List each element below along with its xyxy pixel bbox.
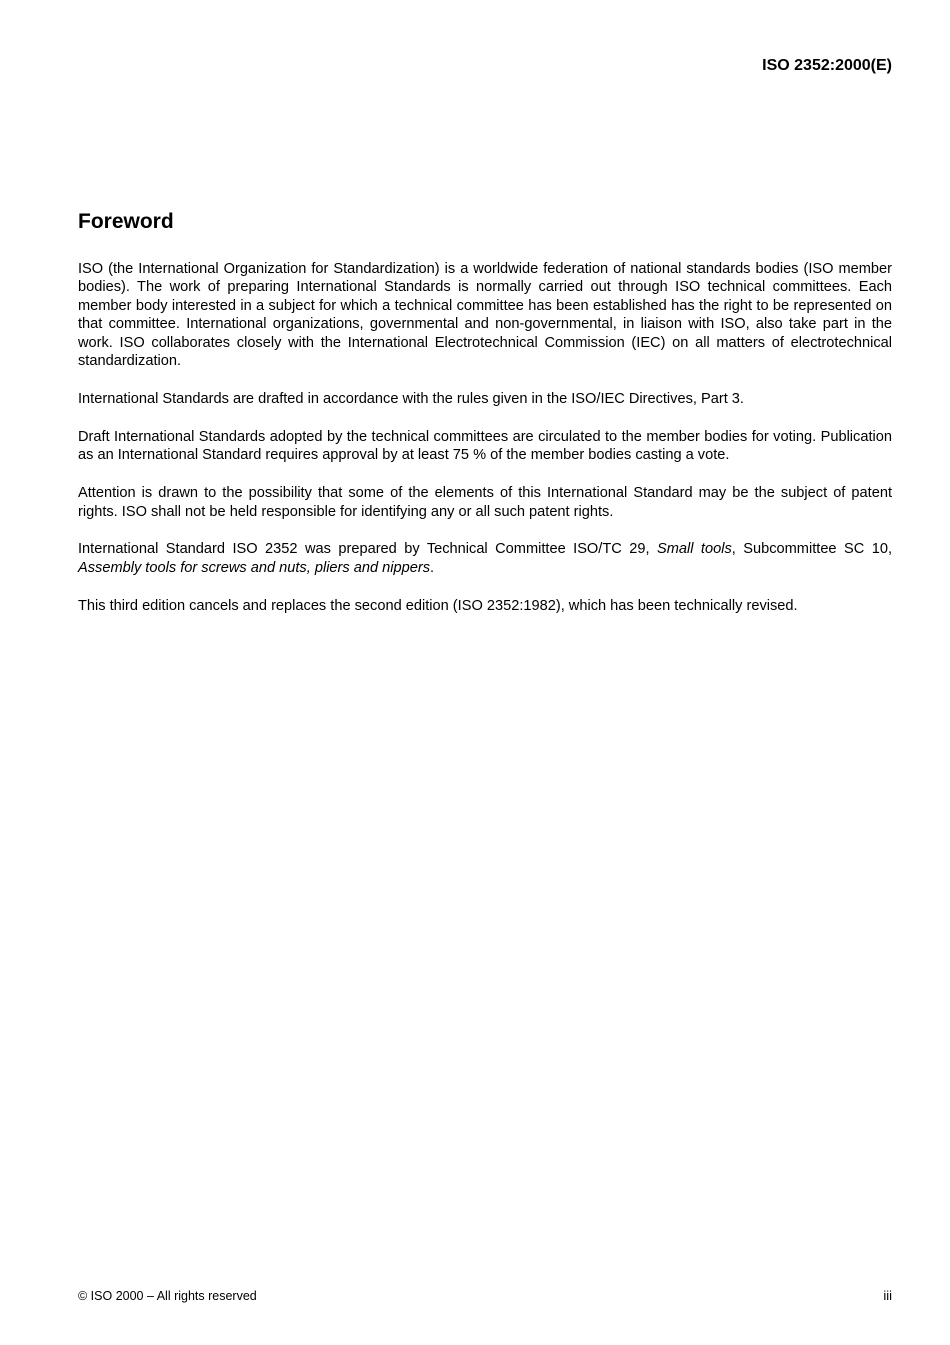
footer-copyright: © ISO 2000 – All rights reserved <box>78 1289 257 1303</box>
paragraph-patent-rights: Attention is drawn to the possibility that some of the elements of this International Standard may be the subject of patent rights. ISO shall not be held responsible for identifying any or all such patent rights. <box>78 485 892 520</box>
foreword-body <box>78 260 892 635</box>
paragraph-preparation <box>78 540 892 577</box>
preparation-text-2: , Subcommittee SC 10, <box>731 541 893 558</box>
preparation-subcommittee-name: Assembly tools for screws and nuts, pliers and nippers <box>78 559 431 576</box>
preparation-text-3: . <box>430 559 435 576</box>
document-code: ISO 2352:2000(E) <box>762 57 892 74</box>
paragraph-edition: This third edition cancels and replaces the second edition (ISO 2352:1982), which has been technically revised. <box>78 597 798 614</box>
page-number: iii <box>883 1288 892 1303</box>
preparation-text-1: International Standard ISO 2352 was prepared by Technical Committee ISO/TC 29, <box>78 541 657 558</box>
preparation-committee-name: Small tools <box>656 541 732 558</box>
paragraph-draft-standards: Draft International Standards adopted by the technical committees are circulated to the member bodies for voting. Publication as an International Standard requires approval by at least 75 % of the member bodies casting a vote. <box>78 428 892 464</box>
paragraph-iso-federation: ISO (the International Organization for Standardization) is a worldwide federation of national standards bodies (ISO member bodies). The work of preparing International Standards is normally carried out through ISO technical committees. Each member body interested in a subject for which a technical committee has been established has the right to be represented on that committee. International organizations, governmental and non-governmental, in liaison with ISO, also take part in the work. ISO collaborates closely with the International Electrotechnical Commission (IEC) on all matters of electrotechnical standardization. <box>78 261 892 370</box>
page-title: Foreword <box>78 210 174 233</box>
paragraph-directives: International Standards are drafted in accordance with the rules given in the ISO/IEC Directives, Part 3. <box>78 390 744 407</box>
